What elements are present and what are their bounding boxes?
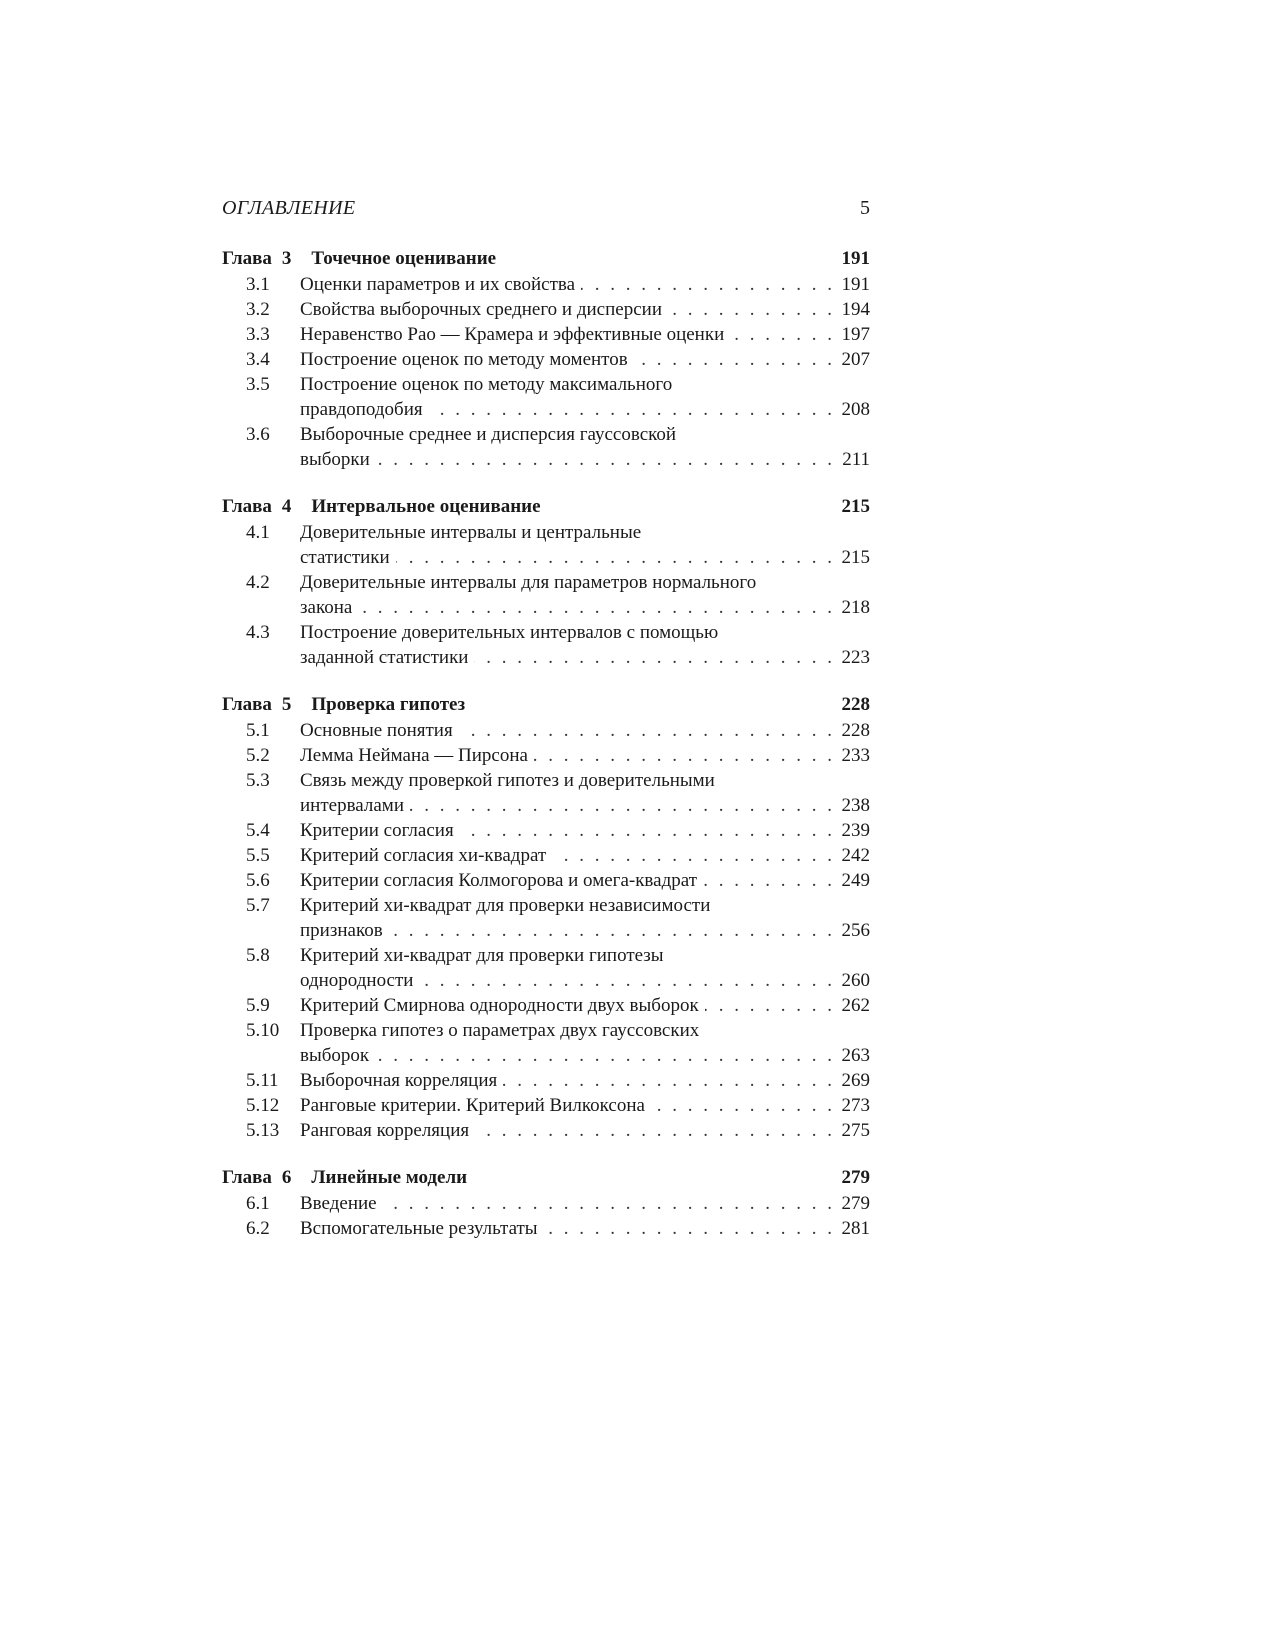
section-page-number: 279: [841, 1193, 870, 1214]
section-number-cell: [222, 1118, 300, 1143]
section-page-number: 242: [841, 845, 870, 866]
section-number-cell: [222, 1018, 300, 1068]
section-number: 5.6: [246, 870, 270, 891]
section-body: [300, 768, 870, 818]
chapter-number: 5: [281, 694, 292, 715]
section-number: 6.1: [246, 1193, 270, 1214]
table-of-contents: [222, 246, 870, 1241]
section-title-line: [300, 372, 870, 397]
section-body: [300, 1068, 870, 1093]
chapter-title: Интервальное оценивание: [311, 496, 541, 517]
section-page-number: 269: [841, 1070, 870, 1091]
dot-leader: [358, 595, 832, 620]
section-title-line: [300, 422, 870, 447]
section-number: 5.9: [246, 995, 270, 1016]
dot-leader: [634, 347, 832, 372]
dot-leader: [703, 868, 832, 893]
chapter-heading[interactable]: [222, 494, 870, 520]
toc-section-entry[interactable]: [222, 768, 870, 818]
dot-leader: [389, 918, 832, 943]
section-body: [300, 570, 870, 620]
toc-chapter: [222, 1165, 870, 1241]
section-number: 5.1: [246, 720, 270, 741]
chapter-label: [222, 494, 541, 520]
chapter-label: [222, 692, 465, 718]
section-page-number: 207: [841, 349, 870, 370]
section-page-number: 215: [841, 547, 870, 568]
toc-chapter: [222, 692, 870, 1143]
section-title-line: [300, 893, 870, 918]
section-title-line: [300, 520, 870, 545]
section-title: Критерий согласия хи-квадрат: [300, 845, 547, 866]
chapter-label: [222, 246, 496, 272]
section-body: [300, 1093, 870, 1118]
section-title: Оценки параметров и их свойства: [300, 274, 576, 295]
section-title-line: [300, 447, 870, 472]
section-title-line: [300, 347, 870, 372]
section-title: интервалами: [300, 795, 404, 816]
chapter-title: Проверка гипотез: [311, 694, 466, 715]
dot-leader: [581, 272, 832, 297]
section-number-cell: [222, 422, 300, 472]
section-title: Критерий хи-квадрат для проверки независимости: [300, 895, 711, 916]
chapter-word: Глава: [222, 1167, 272, 1188]
section-title: однородности: [300, 970, 414, 991]
dot-leader: [410, 793, 832, 818]
toc-section-entry[interactable]: [222, 422, 870, 472]
dot-leader: [544, 1216, 832, 1241]
section-title: Свойства выборочных среднего и дисперсии: [300, 299, 662, 320]
section-page-number: 238: [841, 795, 870, 816]
section-body: [300, 818, 870, 843]
chapter-page-number: 279: [841, 1167, 870, 1188]
toc-section-entry[interactable]: [222, 1191, 870, 1216]
section-page-number: 211: [842, 449, 870, 470]
section-number-cell: [222, 520, 300, 570]
toc-section-entry[interactable]: [222, 322, 870, 347]
section-title: Критерии согласия Колмогорова и омега-квадрат: [300, 870, 697, 891]
section-title-line: [300, 943, 870, 968]
section-number-cell: [222, 993, 300, 1018]
section-title: Критерий хи-квадрат для проверки гипотезы: [300, 945, 664, 966]
section-title: Ранговые критерии. Критерий Вилкоксона: [300, 1095, 645, 1116]
section-number-cell: [222, 272, 300, 297]
section-title-line: [300, 968, 870, 993]
section-title-line: [300, 718, 870, 743]
chapter-label: [222, 1165, 467, 1191]
section-page-number: 273: [841, 1095, 870, 1116]
section-number-cell: [222, 743, 300, 768]
toc-section-entry[interactable]: [222, 868, 870, 893]
section-page-number: 260: [841, 970, 870, 991]
toc-section-entry[interactable]: [222, 297, 870, 322]
section-body: [300, 868, 870, 893]
section-number: 5.7: [246, 895, 270, 916]
section-title: выборок: [300, 1045, 370, 1066]
section-page-number: 256: [841, 920, 870, 941]
section-title-line: [300, 743, 870, 768]
section-number-cell: [222, 1093, 300, 1118]
section-number: 3.4: [246, 349, 270, 370]
toc-section-entry[interactable]: [222, 718, 870, 743]
dot-leader: [730, 322, 832, 347]
dot-leader: [459, 718, 832, 743]
section-title-line: [300, 1216, 870, 1241]
section-title: Проверка гипотез о параметрах двух гауссовских: [300, 1020, 700, 1041]
section-body: [300, 272, 870, 297]
chapter-heading[interactable]: [222, 1165, 870, 1191]
chapter-number: 6: [281, 1167, 292, 1188]
section-number-cell: [222, 1216, 300, 1241]
section-number: 5.2: [246, 745, 270, 766]
toc-section-entry[interactable]: [222, 1068, 870, 1093]
section-title-line: [300, 1093, 870, 1118]
section-number: 5.12: [246, 1095, 280, 1116]
section-title: Лемма Неймана — Пирсона: [300, 745, 528, 766]
section-page-number: 262: [841, 995, 870, 1016]
section-body: [300, 893, 870, 943]
section-number-cell: [222, 943, 300, 993]
running-header: [222, 196, 870, 220]
dot-leader: [534, 743, 832, 768]
section-title-line: [300, 768, 870, 793]
section-title: Построение оценок по методу моментов: [300, 349, 628, 370]
section-title: закона: [300, 597, 353, 618]
toc-section-entry[interactable]: [222, 570, 870, 620]
chapter-number: 4: [281, 496, 292, 517]
chapter-page-number: 191: [841, 248, 870, 269]
section-body: [300, 843, 870, 868]
dot-leader: [651, 1093, 832, 1118]
section-page-number: 275: [841, 1120, 870, 1141]
section-number: 5.8: [246, 945, 270, 966]
section-page-number: 239: [841, 820, 870, 841]
section-page-number: 191: [841, 274, 870, 295]
chapter-title: Точечное оценивание: [311, 248, 497, 269]
section-page-number: 249: [841, 870, 870, 891]
toc-chapter: [222, 246, 870, 472]
section-body: [300, 520, 870, 570]
section-title-line: [300, 545, 870, 570]
section-body: [300, 322, 870, 347]
toc-section-entry[interactable]: [222, 893, 870, 943]
section-title: Критерий Смирнова однородности двух выборок: [300, 995, 699, 1016]
section-title: признаков: [300, 920, 383, 941]
dot-leader: [552, 843, 832, 868]
toc-section-entry[interactable]: [222, 943, 870, 993]
section-title-line: [300, 918, 870, 943]
section-title-line: [300, 793, 870, 818]
section-number-cell: [222, 768, 300, 818]
section-number: 3.5: [246, 374, 270, 395]
section-title: Доверительные интервалы для параметров нормального: [300, 572, 757, 593]
section-number-cell: [222, 718, 300, 743]
section-body: [300, 943, 870, 993]
section-number: 3.6: [246, 424, 270, 445]
section-title-line: [300, 1043, 870, 1068]
section-number-cell: [222, 297, 300, 322]
section-title-line: [300, 1191, 870, 1216]
section-title-line: [300, 993, 870, 1018]
section-page-number: 281: [841, 1218, 870, 1239]
chapter-title: Линейные модели: [311, 1167, 468, 1188]
section-number-cell: [222, 1191, 300, 1216]
section-number: 5.5: [246, 845, 270, 866]
section-number-cell: [222, 322, 300, 347]
toc-section-entry[interactable]: [222, 993, 870, 1018]
section-body: [300, 620, 870, 670]
section-title: заданной статистики: [300, 647, 469, 668]
section-title: Вспомогательные результаты: [300, 1218, 538, 1239]
toc-section-entry[interactable]: [222, 1093, 870, 1118]
section-title-line: [300, 620, 870, 645]
section-body: [300, 1018, 870, 1068]
section-title-line: [300, 1068, 870, 1093]
toc-section-entry[interactable]: [222, 272, 870, 297]
section-title: Критерии согласия: [300, 820, 454, 841]
section-page-number: 233: [841, 745, 870, 766]
section-number-cell: [222, 868, 300, 893]
chapter-heading[interactable]: [222, 692, 870, 718]
toc-section-entry[interactable]: [222, 818, 870, 843]
section-number: 3.2: [246, 299, 270, 320]
section-number-cell: [222, 843, 300, 868]
section-title: Связь между проверкой гипотез и доверительными: [300, 770, 715, 791]
chapter-heading[interactable]: [222, 246, 870, 272]
section-page-number: 263: [841, 1045, 870, 1066]
section-number: 3.1: [246, 274, 270, 295]
toc-section-entry[interactable]: [222, 1018, 870, 1068]
section-page-number: 197: [841, 324, 870, 345]
section-number-cell: [222, 570, 300, 620]
chapter-word: Глава: [222, 694, 272, 715]
section-number-cell: [222, 620, 300, 670]
section-title-line: [300, 322, 870, 347]
section-title-line: [300, 818, 870, 843]
section-title: Построение доверительных интервалов с помощью: [300, 622, 719, 643]
section-number-cell: [222, 1068, 300, 1093]
toc-section-entry[interactable]: [222, 1118, 870, 1143]
section-page-number: 208: [841, 399, 870, 420]
section-title: Ранговая корреляция: [300, 1120, 470, 1141]
toc-section-entry[interactable]: [222, 743, 870, 768]
toc-section-entry[interactable]: [222, 843, 870, 868]
section-number: 5.10: [246, 1020, 280, 1041]
section-number: 4.3: [246, 622, 270, 643]
section-body: [300, 422, 870, 472]
section-number-cell: [222, 347, 300, 372]
chapter-word: Глава: [222, 248, 272, 269]
section-number: 3.3: [246, 324, 270, 345]
section-title-line: [300, 297, 870, 322]
chapter-number: 3: [281, 248, 292, 269]
section-number-cell: [222, 818, 300, 843]
toc-section-entry[interactable]: [222, 1216, 870, 1241]
section-title: правдоподобия: [300, 399, 423, 420]
section-number: 5.3: [246, 770, 270, 791]
section-body: [300, 297, 870, 322]
dot-leader: [376, 447, 832, 472]
dot-leader: [383, 1191, 832, 1216]
section-page-number: 218: [841, 597, 870, 618]
section-title: Доверительные интервалы и центральные: [300, 522, 642, 543]
section-title-line: [300, 272, 870, 297]
section-body: [300, 993, 870, 1018]
section-number: 4.1: [246, 522, 270, 543]
toc-section-entry[interactable]: [222, 372, 870, 422]
chapter-word: Глава: [222, 496, 272, 517]
dot-leader: [474, 645, 832, 670]
section-number: 5.11: [246, 1070, 279, 1091]
section-number: 5.13: [246, 1120, 280, 1141]
section-page-number: 223: [841, 647, 870, 668]
section-title: статистики: [300, 547, 390, 568]
section-title: Основные понятия: [300, 720, 453, 741]
section-title-line: [300, 868, 870, 893]
section-title: Построение оценок по методу максимального: [300, 374, 673, 395]
section-body: [300, 347, 870, 372]
section-body: [300, 1118, 870, 1143]
section-page-number: 228: [841, 720, 870, 741]
section-body: [300, 1216, 870, 1241]
chapter-page-number: 228: [841, 694, 870, 715]
section-number-cell: [222, 372, 300, 422]
section-body: [300, 1191, 870, 1216]
section-title: Выборочные среднее и дисперсия гауссовской: [300, 424, 677, 445]
toc-section-entry[interactable]: [222, 347, 870, 372]
toc-section-entry[interactable]: [222, 520, 870, 570]
dot-leader: [475, 1118, 832, 1143]
toc-page: [222, 196, 870, 1263]
dot-leader: [419, 968, 832, 993]
section-title: Неравенство Рао — Крамера и эффективные оценки: [300, 324, 725, 345]
dot-leader: [668, 297, 832, 322]
section-title-line: [300, 1118, 870, 1143]
section-title-line: [300, 843, 870, 868]
section-number: 5.4: [246, 820, 270, 841]
section-title-line: [300, 397, 870, 422]
section-title: Выборочная корреляция: [300, 1070, 498, 1091]
section-number: 6.2: [246, 1218, 270, 1239]
section-title-line: [300, 570, 870, 595]
section-number: 4.2: [246, 572, 270, 593]
section-body: [300, 743, 870, 768]
section-title: Введение: [300, 1193, 377, 1214]
chapter-page-number: 215: [841, 496, 870, 517]
toc-chapter: [222, 494, 870, 670]
section-number-cell: [222, 893, 300, 943]
dot-leader: [705, 993, 832, 1018]
section-title-line: [300, 1018, 870, 1043]
dot-leader: [460, 818, 832, 843]
running-page-number: 5: [860, 197, 870, 219]
dot-leader: [375, 1043, 832, 1068]
section-body: [300, 718, 870, 743]
dot-leader: [396, 545, 832, 570]
toc-section-entry[interactable]: [222, 620, 870, 670]
section-title-line: [300, 595, 870, 620]
dot-leader: [429, 397, 832, 422]
section-body: [300, 372, 870, 422]
running-title: ОГЛАВЛЕНИЕ: [222, 197, 356, 219]
section-title: выборки: [300, 449, 370, 470]
section-title-line: [300, 645, 870, 670]
dot-leader: [503, 1068, 832, 1093]
section-page-number: 194: [841, 299, 870, 320]
